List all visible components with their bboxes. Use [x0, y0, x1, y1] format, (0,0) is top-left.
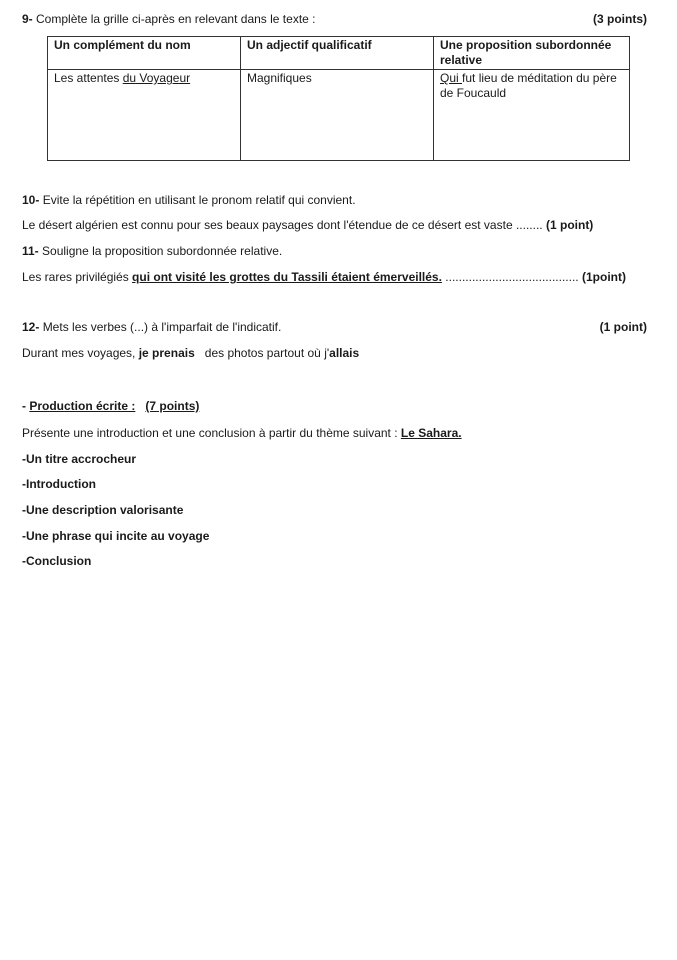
- production-theme: Le Sahara.: [400, 426, 462, 440]
- q12-line: [22, 320, 647, 335]
- q10-number: 10-: [22, 193, 40, 207]
- q12-s1: Durant mes voyages,: [22, 346, 139, 360]
- q9-grid: [47, 36, 630, 161]
- q10-text: Evite la répétition en utilisant le pronom relatif qui convient.: [42, 193, 356, 207]
- q12-text: Mets les verbes (...) à l'imparfait de l'indicatif.: [42, 320, 282, 334]
- q12-points: (1 point): [599, 320, 647, 334]
- grid-answer-row: [48, 70, 630, 161]
- q11-sentence-underlined: qui ont visité les grottes du Tassili étaient émerveillés.: [132, 270, 442, 284]
- q9-points: (3 points): [593, 12, 647, 26]
- q10-points: (1 point): [545, 218, 594, 232]
- production-prompt: Présente une introduction et une conclusion à partir du thème suivant :: [22, 426, 401, 440]
- cell-relative-underlined: Qui: [440, 71, 463, 85]
- q9-text: Complète la grille ci-après en relevant dans le texte :: [36, 12, 316, 26]
- production-item: -Une description valorisante: [22, 503, 184, 517]
- q12-s4: j': [324, 346, 330, 360]
- q11-sentence-line: [22, 270, 647, 285]
- q9-number: 9-: [22, 12, 33, 26]
- q11-points: (1point): [581, 270, 626, 284]
- production-heading: [22, 399, 647, 414]
- q11-number: 11-: [22, 244, 39, 258]
- production-title: Production écrite :: [29, 399, 136, 413]
- q11-line: [22, 244, 647, 259]
- q12-verb-prenais: je prenais: [138, 346, 195, 360]
- q12-sentence-line: [22, 346, 647, 361]
- grid-header-row: [48, 37, 630, 70]
- grid-cell-complement: [48, 70, 241, 161]
- q10-sentence-line: [22, 218, 647, 233]
- cell-relative-rest: fut lieu de méditation du père de Foucauld: [440, 71, 617, 100]
- production-item: -Introduction: [22, 477, 96, 491]
- q11-text: Souligne la proposition subordonnée relative.: [42, 244, 283, 258]
- grid-header-complement: Un complément du nom: [48, 37, 241, 70]
- production-item: -Un titre accrocheur: [22, 452, 137, 466]
- q11-dots: ........................................: [445, 270, 579, 284]
- q12-number: 12-: [22, 320, 40, 334]
- q9-line: [22, 12, 647, 27]
- q12-verb-allais: allais: [329, 346, 360, 360]
- grid-header-adjective: Un adjectif qualificatif: [241, 37, 434, 70]
- cell-complement-underlined: du Voyageur: [122, 71, 191, 85]
- production-dash: -: [22, 399, 30, 413]
- cell-complement-prefix: Les attentes: [54, 71, 123, 85]
- q10-dots: ........: [515, 218, 543, 232]
- grid-cell-relative: [434, 70, 630, 161]
- grid-header-relative: Une proposition subordonnée relative: [434, 37, 630, 70]
- q10-line: [22, 193, 647, 208]
- q11-sentence-prefix: Les rares privilégiés: [22, 270, 133, 284]
- production-prompt-line: [22, 426, 647, 441]
- production-item: -Une phrase qui incite au voyage: [22, 529, 210, 543]
- q12-s3: des photos partout où: [204, 346, 325, 360]
- q10-sentence: Le désert algérien est connu pour ses beaux paysages dont l'étendue de ce désert est vaste: [22, 218, 513, 232]
- production-item: -Conclusion: [22, 554, 92, 568]
- production-points: (7 points): [145, 399, 200, 413]
- grid-cell-adjective: Magnifiques: [241, 70, 434, 161]
